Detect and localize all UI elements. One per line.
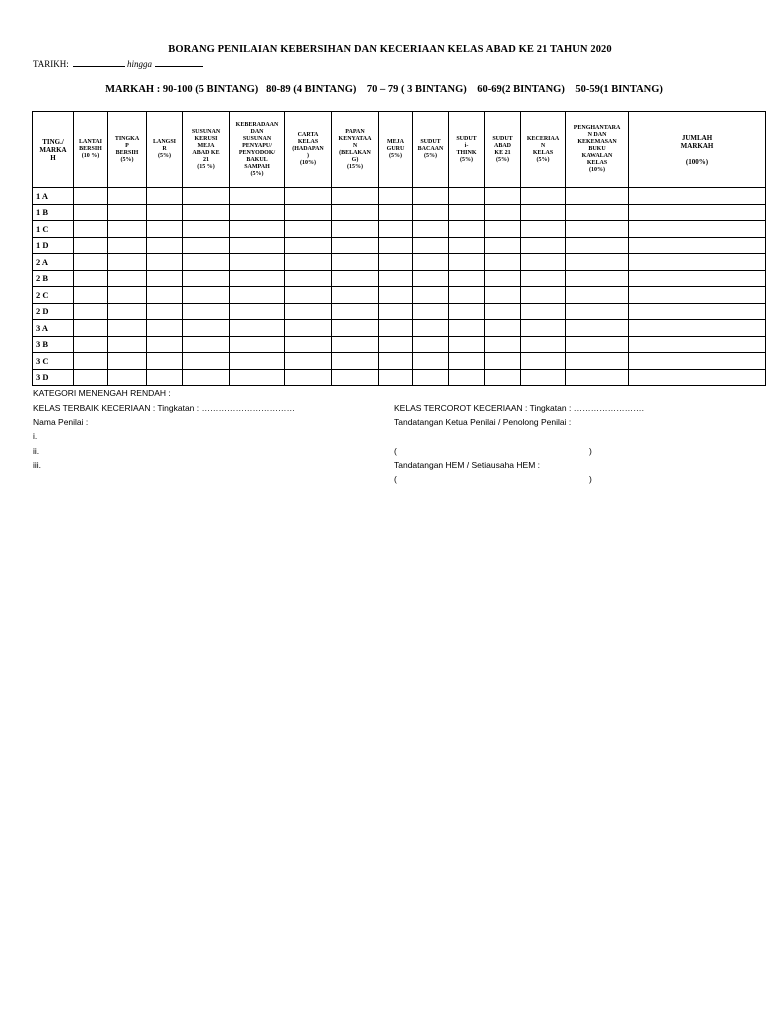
penilai-item-ii: ii. — [33, 446, 40, 456]
header-ting-markah: TING./ MARKA H — [33, 112, 74, 188]
tandatangan-ketua-label: Tandatangan Ketua Penilai / Penolong Penilai : — [394, 417, 572, 427]
score-cell[interactable] — [413, 287, 449, 304]
score-cell[interactable] — [183, 287, 230, 304]
score-cell[interactable] — [379, 188, 413, 205]
score-cell[interactable] — [108, 336, 147, 353]
score-cell[interactable] — [108, 270, 147, 287]
score-cell[interactable] — [485, 353, 521, 370]
score-cell[interactable] — [183, 204, 230, 221]
score-cell[interactable] — [485, 188, 521, 205]
kelas-terbaik-field[interactable]: KELAS TERBAIK KECERIAAN : Tingkatan : …………………………… — [33, 403, 295, 413]
score-cell[interactable] — [183, 303, 230, 320]
score-cell[interactable] — [629, 369, 766, 386]
score-cell[interactable] — [147, 369, 183, 386]
score-cell[interactable] — [230, 336, 285, 353]
table-row — [33, 270, 766, 287]
hem-bracket-open: ( — [394, 474, 397, 484]
score-cell[interactable] — [413, 353, 449, 370]
header-buku-kawalan: PENGHANTARA N DAN KEKEMASAN BUKU KAWALAN KELAS (10%) — [566, 112, 629, 188]
nama-penilai-label: Nama Penilai : — [33, 417, 89, 427]
score-cell[interactable] — [332, 287, 379, 304]
score-cell[interactable] — [379, 221, 413, 238]
score-cell[interactable] — [285, 237, 332, 254]
score-cell[interactable] — [230, 369, 285, 386]
form-title: BORANG PENILAIAN KEBERSIHAN DAN KECERIAAN KELAS ABAD KE 21 TAHUN 2020 — [168, 44, 612, 55]
header-langsir: LANGSI R (5%) — [147, 112, 183, 188]
score-cell[interactable] — [413, 270, 449, 287]
score-cell[interactable] — [521, 254, 566, 271]
score-cell[interactable] — [413, 204, 449, 221]
score-cell[interactable] — [413, 237, 449, 254]
score-cell[interactable] — [449, 303, 485, 320]
table-row — [33, 320, 766, 337]
score-cell[interactable] — [183, 336, 230, 353]
score-cell[interactable] — [485, 320, 521, 337]
score-cell[interactable] — [449, 270, 485, 287]
score-cell[interactable] — [183, 221, 230, 238]
row-label: 1 B — [33, 204, 74, 221]
table-row — [33, 369, 766, 386]
score-cell[interactable] — [183, 369, 230, 386]
score-cell[interactable] — [74, 303, 108, 320]
header-jumlah-markah: JUMLAH MARKAH (100%) — [629, 112, 766, 188]
row-label: 1 D — [33, 237, 74, 254]
score-cell[interactable] — [230, 353, 285, 370]
score-cell[interactable] — [332, 303, 379, 320]
score-cell[interactable] — [108, 221, 147, 238]
score-cell[interactable] — [230, 320, 285, 337]
header-meja-guru: MEJA GURU (5%) — [379, 112, 413, 188]
score-cell[interactable] — [379, 336, 413, 353]
score-cell[interactable] — [230, 188, 285, 205]
score-cell[interactable] — [629, 237, 766, 254]
score-cell[interactable] — [449, 287, 485, 304]
score-cell[interactable] — [521, 353, 566, 370]
score-cell[interactable] — [521, 336, 566, 353]
row-label: 3 A — [33, 320, 74, 337]
row-label: 3 D — [33, 369, 74, 386]
hem-bracket-close: ) — [589, 474, 592, 484]
score-cell[interactable] — [566, 303, 629, 320]
header-sudut-bacaan: SUDUT BACAAN (5%) — [413, 112, 449, 188]
score-cell[interactable] — [521, 188, 566, 205]
row-label: 2 A — [33, 254, 74, 271]
row-label: 2 B — [33, 270, 74, 287]
score-cell[interactable] — [285, 204, 332, 221]
score-cell[interactable] — [230, 287, 285, 304]
score-cell[interactable] — [485, 254, 521, 271]
score-cell[interactable] — [485, 303, 521, 320]
score-cell[interactable] — [285, 303, 332, 320]
markah-scale: MARKAH : 90-100 (5 BINTANG) 80-89 (4 BINTANG) 70 – 79 ( 3 BINTANG) 60-69(2 BINTANG) 50-59(1 BINTANG) — [105, 84, 663, 95]
score-cell[interactable] — [566, 204, 629, 221]
score-cell[interactable] — [413, 369, 449, 386]
score-cell[interactable] — [74, 369, 108, 386]
score-cell[interactable] — [332, 270, 379, 287]
score-cell[interactable] — [285, 254, 332, 271]
score-cell[interactable] — [285, 270, 332, 287]
score-cell[interactable] — [332, 336, 379, 353]
score-cell[interactable] — [285, 188, 332, 205]
penilai-item-iii: iii. — [33, 460, 42, 470]
score-cell[interactable] — [566, 336, 629, 353]
score-cell[interactable] — [230, 204, 285, 221]
score-cell[interactable] — [566, 237, 629, 254]
score-cell[interactable] — [566, 188, 629, 205]
score-cell[interactable] — [74, 237, 108, 254]
score-cell[interactable] — [449, 221, 485, 238]
score-cell[interactable] — [485, 270, 521, 287]
score-cell[interactable] — [629, 320, 766, 337]
score-cell[interactable] — [413, 336, 449, 353]
header-sudut-abad-21: SUDUT ABAD KE 21 (5%) — [485, 112, 521, 188]
score-cell[interactable] — [183, 254, 230, 271]
score-cell[interactable] — [379, 254, 413, 271]
table-row — [33, 188, 766, 205]
score-cell[interactable] — [449, 237, 485, 254]
score-cell[interactable] — [485, 237, 521, 254]
score-cell[interactable] — [183, 237, 230, 254]
score-cell[interactable] — [449, 353, 485, 370]
kelas-tercorot-field[interactable]: KELAS TERCOROT KECERIAAN : Tingkatan : ……………………. — [394, 403, 645, 413]
row-label: 3 B — [33, 336, 74, 353]
table-row — [33, 237, 766, 254]
score-cell[interactable] — [147, 353, 183, 370]
score-cell[interactable] — [449, 254, 485, 271]
score-cell[interactable] — [413, 188, 449, 205]
assessment-table — [32, 111, 766, 386]
header-keberadaan-penyapu: KEBERADAAN DAN SUSUNAN PENYAPU/ PENYODOK/ BAKUL SAMPAH (5%) — [230, 112, 285, 188]
header-sudut-ithink: SUDUT i- THINK (5%) — [449, 112, 485, 188]
header-susunan-kerusi-meja: SUSUNAN KERUSI MEJA ABAD KE 21 (15 %) — [183, 112, 230, 188]
score-cell[interactable] — [413, 303, 449, 320]
score-cell[interactable] — [285, 369, 332, 386]
score-cell[interactable] — [485, 369, 521, 386]
score-cell[interactable] — [485, 204, 521, 221]
score-cell[interactable] — [108, 303, 147, 320]
score-cell[interactable] — [108, 254, 147, 271]
score-cell[interactable] — [183, 188, 230, 205]
row-label: 1 A — [33, 188, 74, 205]
table-row — [33, 303, 766, 320]
score-cell[interactable] — [108, 287, 147, 304]
score-cell[interactable] — [449, 336, 485, 353]
score-cell[interactable] — [74, 320, 108, 337]
score-cell[interactable] — [629, 336, 766, 353]
score-cell[interactable] — [108, 320, 147, 337]
score-cell[interactable] — [629, 254, 766, 271]
score-cell[interactable] — [521, 287, 566, 304]
score-cell[interactable] — [74, 270, 108, 287]
score-cell[interactable] — [147, 270, 183, 287]
score-cell[interactable] — [485, 287, 521, 304]
score-cell[interactable] — [74, 188, 108, 205]
score-cell[interactable] — [285, 221, 332, 238]
score-cell[interactable] — [485, 336, 521, 353]
date-from-blank[interactable] — [73, 58, 125, 67]
score-cell[interactable] — [147, 303, 183, 320]
score-cell[interactable] — [332, 353, 379, 370]
score-cell[interactable] — [108, 188, 147, 205]
score-cell[interactable] — [566, 254, 629, 271]
header-keceriaan-kelas: KECERIAA N KELAS (5%) — [521, 112, 566, 188]
score-cell[interactable] — [629, 270, 766, 287]
score-cell[interactable] — [230, 270, 285, 287]
score-cell[interactable] — [108, 353, 147, 370]
date-to-blank[interactable] — [155, 58, 203, 67]
score-cell[interactable] — [449, 320, 485, 337]
score-cell[interactable] — [74, 287, 108, 304]
score-cell[interactable] — [74, 254, 108, 271]
row-label: 1 C — [33, 221, 74, 238]
score-cell[interactable] — [629, 204, 766, 221]
score-cell[interactable] — [147, 287, 183, 304]
score-cell[interactable] — [285, 320, 332, 337]
score-cell[interactable] — [332, 254, 379, 271]
score-cell[interactable] — [485, 221, 521, 238]
score-cell[interactable] — [521, 221, 566, 238]
score-cell[interactable] — [629, 303, 766, 320]
score-cell[interactable] — [183, 270, 230, 287]
hingga-label: hingga — [127, 59, 153, 69]
score-cell[interactable] — [183, 353, 230, 370]
date-line — [33, 58, 203, 69]
score-cell[interactable] — [285, 353, 332, 370]
kategori-label: KATEGORI MENENGAH RENDAH : — [33, 388, 171, 398]
ketua-bracket-open: ( — [394, 446, 397, 456]
score-cell[interactable] — [566, 287, 629, 304]
score-cell[interactable] — [147, 204, 183, 221]
score-cell[interactable] — [379, 270, 413, 287]
score-cell[interactable] — [285, 336, 332, 353]
table-row — [33, 221, 766, 238]
score-cell[interactable] — [413, 320, 449, 337]
score-cell[interactable] — [521, 237, 566, 254]
row-label: 2 C — [33, 287, 74, 304]
table-row — [33, 204, 766, 221]
score-cell[interactable] — [413, 254, 449, 271]
score-cell[interactable] — [183, 320, 230, 337]
penilai-item-i: i. — [33, 431, 38, 441]
score-cell[interactable] — [332, 237, 379, 254]
score-cell[interactable] — [332, 320, 379, 337]
score-cell[interactable] — [74, 336, 108, 353]
score-cell[interactable] — [147, 221, 183, 238]
score-cell[interactable] — [629, 188, 766, 205]
score-cell[interactable] — [147, 237, 183, 254]
score-cell[interactable] — [449, 204, 485, 221]
ketua-bracket-close: ) — [589, 446, 592, 456]
score-cell[interactable] — [332, 369, 379, 386]
score-cell[interactable] — [413, 221, 449, 238]
score-cell[interactable] — [230, 254, 285, 271]
score-cell[interactable] — [379, 204, 413, 221]
score-cell[interactable] — [108, 204, 147, 221]
score-cell[interactable] — [566, 320, 629, 337]
score-cell[interactable] — [449, 369, 485, 386]
score-cell[interactable] — [379, 303, 413, 320]
score-cell[interactable] — [332, 204, 379, 221]
table-row — [33, 287, 766, 304]
score-cell[interactable] — [74, 221, 108, 238]
header-tingkap-bersih: TINGKA P BERSIH (5%) — [108, 112, 147, 188]
score-cell[interactable] — [230, 303, 285, 320]
score-cell[interactable] — [285, 287, 332, 304]
header-carta-kelas: CARTA KELAS (HADAPAN ) (10%) — [285, 112, 332, 188]
score-cell[interactable] — [629, 221, 766, 238]
score-cell[interactable] — [379, 287, 413, 304]
score-cell[interactable] — [108, 369, 147, 386]
score-cell[interactable] — [629, 353, 766, 370]
score-cell[interactable] — [521, 204, 566, 221]
score-cell[interactable] — [74, 353, 108, 370]
score-cell[interactable] — [521, 320, 566, 337]
score-cell[interactable] — [521, 369, 566, 386]
score-cell[interactable] — [566, 221, 629, 238]
table-row — [33, 353, 766, 370]
score-cell[interactable] — [147, 336, 183, 353]
score-cell[interactable] — [74, 204, 108, 221]
score-cell[interactable] — [332, 221, 379, 238]
score-cell[interactable] — [379, 237, 413, 254]
score-cell[interactable] — [379, 369, 413, 386]
tarikh-label: TARIKH: — [33, 59, 69, 69]
score-cell[interactable] — [566, 369, 629, 386]
score-cell[interactable] — [449, 188, 485, 205]
score-cell[interactable] — [147, 254, 183, 271]
score-cell[interactable] — [521, 303, 566, 320]
score-cell[interactable] — [332, 188, 379, 205]
tandatangan-hem-label: Tandatangan HEM / Setiausaha HEM : — [394, 460, 540, 470]
score-cell[interactable] — [230, 237, 285, 254]
score-cell[interactable] — [629, 287, 766, 304]
header-row — [33, 112, 766, 188]
score-cell[interactable] — [566, 353, 629, 370]
score-cell[interactable] — [147, 188, 183, 205]
score-cell[interactable] — [521, 270, 566, 287]
score-cell[interactable] — [230, 221, 285, 238]
header-papan-kenyataan: PAPAN KENYATAA N (BELAKAN G) (15%) — [332, 112, 379, 188]
score-cell[interactable] — [379, 353, 413, 370]
score-cell[interactable] — [379, 320, 413, 337]
row-label: 2 D — [33, 303, 74, 320]
row-label: 3 C — [33, 353, 74, 370]
table-row — [33, 336, 766, 353]
header-lantai-bersih: LANTAI BERSIH (10 %) — [74, 112, 108, 188]
score-cell[interactable] — [566, 270, 629, 287]
table-row — [33, 254, 766, 271]
score-cell[interactable] — [108, 237, 147, 254]
score-cell[interactable] — [147, 320, 183, 337]
